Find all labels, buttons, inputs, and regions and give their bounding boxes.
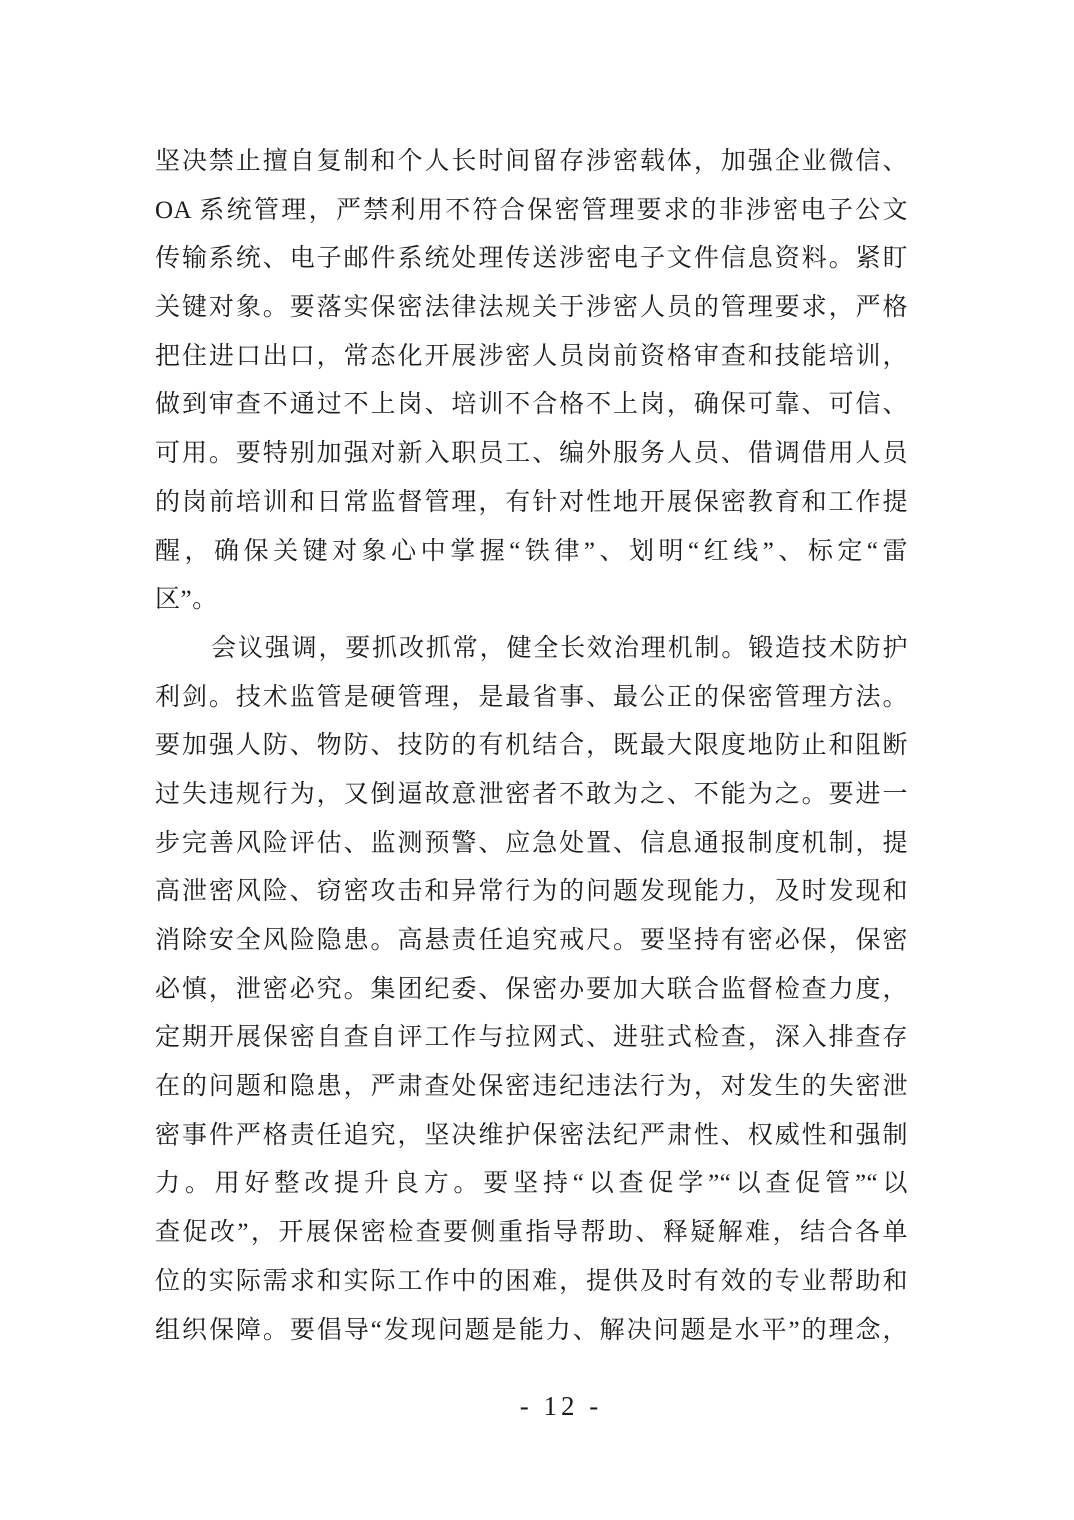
text-line: 的岗前培训和日常监督管理，有针对性地开展保密教育和工作提 — [155, 488, 908, 516]
text-line: 消除安全风险隐患。高悬责任追究戒尺。要坚持有密必保，保密 — [155, 927, 908, 954]
text-line: 利剑。技术监管是硬管理，是最省事、最公正的保密管理方法。 — [155, 683, 908, 711]
text-line: 组织保障。要倡导“发现问题是能力、解决问题是水平”的理念， — [155, 1316, 908, 1344]
text-line: 位的实际需求和实际工作中的困难，提供及时有效的专业帮助和 — [155, 1267, 908, 1295]
text-line: 做到审查不通过不上岗、培训不合格不上岗，确保可靠、可信、 — [155, 391, 908, 419]
text-line: 可用。要特别加强对新入职员工、编外服务人员、借调借用人员 — [155, 440, 908, 468]
text-line: 区”。 — [155, 586, 218, 614]
text-line: 力。用好整改提升良方。要坚持“以查促学”“以查促管”“以 — [155, 1170, 908, 1198]
text-line: 关键对象。要落实保密法律法规关于涉密人员的管理要求，严格 — [155, 294, 908, 322]
text-line: 把住进口出口，常态化开展涉密人员岗前资格审查和技能培训， — [155, 342, 908, 370]
text-line: 过失违规行为，又倒逼故意泄密者不敢为之、不能为之。要进一 — [155, 780, 908, 808]
document-body — [155, 138, 908, 1355]
text-line: 查促改”，开展保密检查要侧重指导帮助、释疑解难，结合各单 — [155, 1219, 908, 1247]
text-line: OA 系统管理，严禁利用不符合保密管理要求的非涉密电子公文 — [155, 196, 908, 224]
text-line: 会议强调，要抓改抓常，健全长效治理机制。锻造技术防护 — [211, 634, 908, 662]
text-line: 要加强人防、物防、技防的有机结合，既最大限度地防止和阻断 — [155, 732, 908, 760]
text-line: 步完善风险评估、监测预警、应急处置、信息通报制度机制，提 — [155, 829, 908, 857]
text-line: 高泄密风险、窃密攻击和异常行为的问题发现能力，及时发现和 — [155, 878, 908, 906]
text-line: 传输系统、电子邮件系统处理传送涉密电子文件信息资料。紧盯 — [155, 245, 908, 273]
text-line: 密事件严格责任追究，坚决维护保密法纪严肃性、权威性和强制 — [155, 1121, 908, 1149]
page-number-label: - 12 - — [519, 1391, 603, 1421]
text-line: 必慎，泄密必究。集团纪委、保密办要加大联合监督检查力度， — [155, 975, 908, 1003]
text-line: 坚决禁止擅自复制和个人长时间留存涉密载体，加强企业微信、 — [155, 148, 908, 175]
page-number — [0, 1386, 1074, 1426]
text-line: 在的问题和隐患，严肃查处保密违纪违法行为，对发生的失密泄 — [155, 1073, 908, 1101]
text-line: 醒，确保关键对象心中掌握“铁律”、划明“红线”、标定“雷 — [155, 537, 908, 565]
text-line: 定期开展保密自查自评工作与拉网式、进驻式检查，深入排查存 — [155, 1024, 908, 1052]
